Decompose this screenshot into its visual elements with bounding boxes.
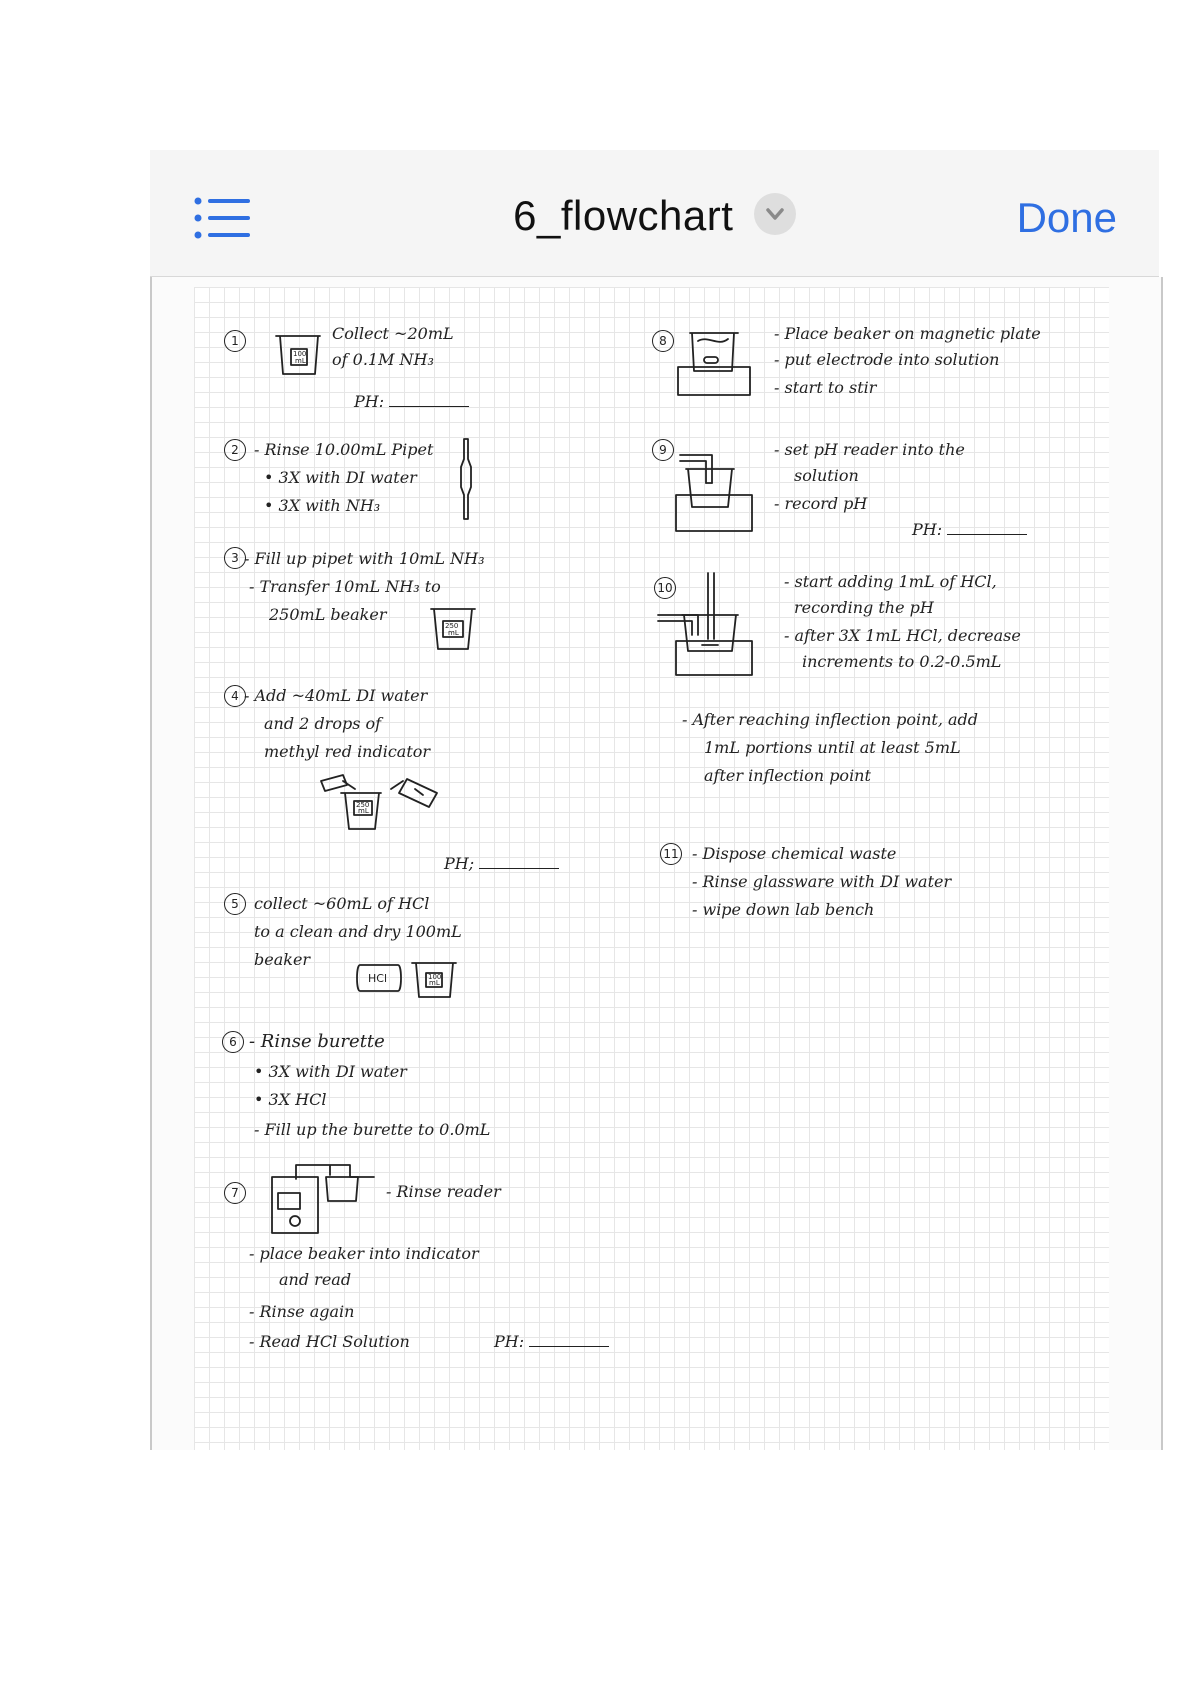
magnetic-stirrer-icon	[674, 327, 754, 399]
step-7-line: - place beaker into indicator	[249, 1244, 479, 1263]
step-4-line: and 2 drops of	[264, 714, 382, 733]
beaker-and-dropper-icon	[319, 767, 449, 847]
step-9-number: 9	[652, 439, 674, 461]
beaker-label: 100	[293, 350, 307, 358]
step-9-line: solution	[794, 466, 859, 485]
step-7-number: 7	[224, 1182, 246, 1204]
step-8-line: - put electrode into solution	[774, 350, 1000, 369]
ph-blank	[479, 850, 559, 869]
step-2-line: • 3X with DI water	[264, 468, 417, 487]
beaker-label-unit: mL	[295, 357, 306, 365]
step-2-number: 2	[224, 439, 246, 461]
step-6-line: - Fill up the burette to 0.0mL	[254, 1120, 491, 1139]
step-7-line: - Read HCl Solution	[249, 1332, 410, 1351]
ph-label: PH:	[354, 392, 385, 411]
step-7-line: - Rinse reader	[386, 1182, 501, 1201]
step-9-line: - set pH reader into the	[774, 440, 965, 459]
document-viewer[interactable]	[150, 277, 1163, 1450]
ph-blank	[947, 516, 1027, 535]
step-3-line: - Transfer 10mL NH₃ to	[249, 577, 441, 596]
step-1-line: Collect ~20mL	[332, 324, 454, 343]
step-10-line: - after 3X 1mL HCl, decrease	[784, 626, 1021, 645]
beaker-250ml-icon	[429, 605, 477, 653]
ph-blank	[389, 388, 469, 407]
step-10-after-line: 1mL portions until at least 5mL	[704, 738, 961, 757]
step-5-line: collect ~60mL of HCl	[254, 894, 430, 913]
step-1-number: 1	[224, 330, 246, 352]
step-5-number: 5	[224, 893, 246, 915]
step-5-line: beaker	[254, 950, 311, 969]
step-4-line: methyl red indicator	[264, 742, 431, 761]
step-10-line: recording the pH	[794, 598, 934, 617]
step-8-line: - Place beaker on magnetic plate	[774, 324, 1041, 343]
step-8-line: - start to stir	[774, 378, 877, 397]
step-7-line: and read	[279, 1270, 352, 1289]
step-1-line: of 0.1M NH₃	[332, 350, 434, 369]
step-7-line: - Rinse again	[249, 1302, 355, 1321]
step-11-number: 11	[660, 843, 682, 865]
ph-label: PH;	[444, 854, 475, 873]
step-11-line: - Rinse glassware with DI water	[692, 872, 952, 891]
step-6-line: • 3X with DI water	[254, 1062, 407, 1081]
step-3-line: - Fill up pipet with 10mL NH₃	[244, 549, 485, 568]
ph-blank	[529, 1328, 609, 1347]
done-button[interactable]: Done	[1016, 194, 1117, 241]
ph-label: PH:	[912, 520, 943, 539]
beaker-label: 250	[445, 622, 459, 630]
step-2-line: • 3X with NH₃	[264, 496, 381, 515]
step-4-ph	[444, 849, 559, 879]
title-group	[150, 192, 1159, 240]
step-8-number: 8	[652, 330, 674, 352]
step-6-line: • 3X HCl	[254, 1090, 327, 1109]
step-6-number: 6	[222, 1031, 244, 1053]
step-10-line: - start adding 1mL of HCl,	[784, 572, 997, 591]
titration-setup-icon	[654, 569, 754, 679]
hcl-label: HCl	[368, 972, 388, 985]
beaker-100ml-icon	[274, 332, 324, 378]
beaker-label: 100	[428, 973, 442, 981]
beaker-label-unit: mL	[429, 979, 440, 987]
step-10-after-line: after inflection point	[704, 766, 871, 785]
step-4-line: - Add ~40mL DI water	[244, 686, 428, 705]
beaker-label-unit: mL	[358, 807, 369, 815]
hcl-bottle-and-beaker-icon	[354, 957, 464, 1003]
nav-bar	[150, 150, 1159, 277]
step-9-ph	[912, 515, 1027, 545]
ph-label: PH:	[494, 1332, 525, 1351]
step-10-number: 10	[654, 577, 676, 599]
beaker-label: 250	[356, 801, 370, 809]
step-11-line: - wipe down lab bench	[692, 900, 875, 919]
step-9-line: - record pH	[774, 494, 868, 513]
step-4-number: 4	[224, 685, 246, 707]
step-7-ph	[494, 1327, 609, 1357]
pipet-icon	[456, 437, 476, 523]
ph-electrode-in-beaker-icon	[672, 447, 758, 535]
step-6-line: - Rinse burette	[249, 1031, 385, 1052]
step-1-ph	[354, 387, 469, 417]
beaker-label-unit: mL	[448, 629, 459, 637]
document-title[interactable]: 6_flowchart	[513, 192, 734, 239]
step-3-number: 3	[224, 547, 246, 569]
step-10-line: increments to 0.2-0.5mL	[802, 652, 1002, 671]
ph-meter-reader-icon	[270, 1159, 380, 1235]
step-3-line: 250mL beaker	[269, 605, 387, 624]
step-11-line: - Dispose chemical waste	[692, 844, 897, 863]
chevron-down-icon[interactable]	[754, 193, 796, 235]
step-5-line: to a clean and dry 100mL	[254, 922, 462, 941]
step-2-line: - Rinse 10.00mL Pipet	[254, 440, 434, 459]
step-10-after-line: - After reaching inflection point, add	[682, 710, 979, 729]
grid-paper-page	[194, 287, 1109, 1450]
